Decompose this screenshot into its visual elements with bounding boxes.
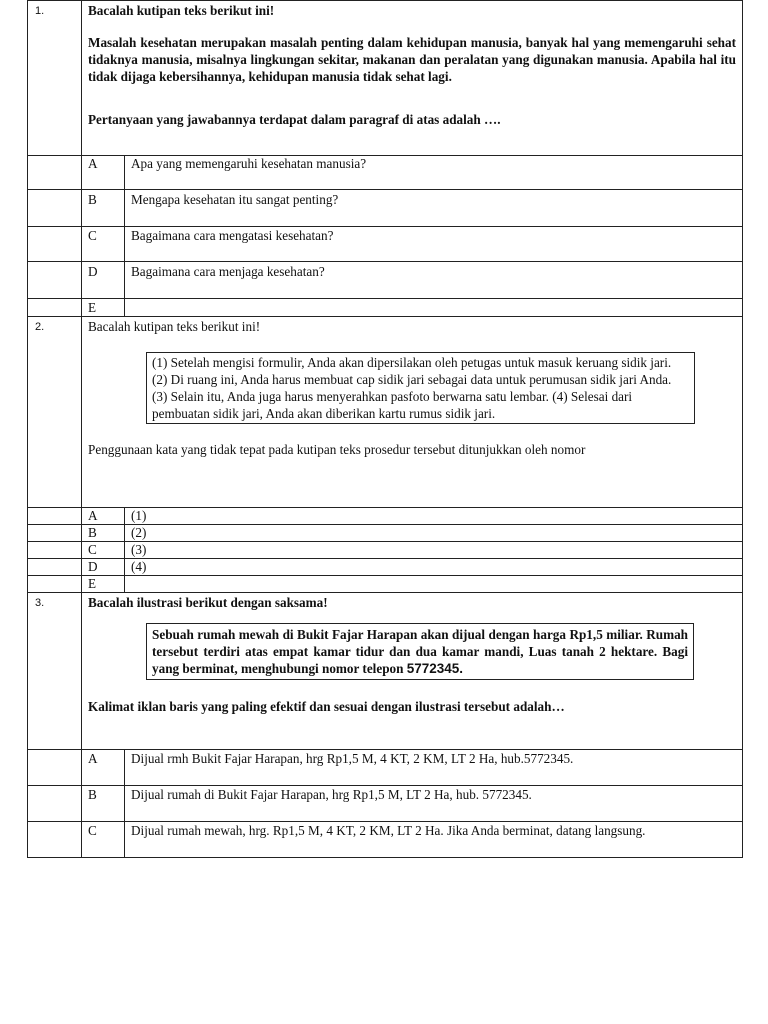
option-letter: B [82, 786, 125, 822]
option-text: Mengapa kesehatan itu sangat penting? [125, 190, 743, 227]
option-letter: A [82, 750, 125, 786]
option-row[interactable] [28, 822, 743, 858]
option-row[interactable] [28, 262, 743, 299]
excerpt-text: Sebuah rumah mewah di Bukit Fajar Harapan akan dijual dengan harga Rp1,5 miliar. Rumah tersebut terdiri atas empat kamar tidur dan dua kamar mandi, Luas tanah 2 hektare. Bagi yang berminat, menghubungi nomor telepon [152, 627, 688, 676]
option-text [125, 576, 743, 593]
option-row[interactable] [28, 786, 743, 822]
question-table [27, 0, 743, 858]
option-text: Dijual rmh Bukit Fajar Harapan, hrg Rp1,5 M, 4 KT, 2 KM, LT 2 Ha, hub.5772345. [125, 750, 743, 786]
question-number: 1. [28, 1, 82, 156]
option-letter: B [82, 190, 125, 227]
question-1-body [82, 1, 743, 156]
option-row[interactable] [28, 156, 743, 190]
option-text: Bagaimana cara menjaga kesehatan? [125, 262, 743, 299]
option-row[interactable] [28, 227, 743, 262]
question-instruction: Bacalah kutipan teks berikut ini! [88, 319, 261, 334]
option-letter: D [82, 559, 125, 576]
question-3-row [28, 593, 743, 750]
option-row[interactable] [28, 190, 743, 227]
question-1-row [28, 1, 743, 156]
question-paragraph: Masalah kesehatan merupakan masalah penting dalam kehidupan manusia, banyak hal yang memengaruhi sehat tidaknya manusia, misalnya lingkungan sekitar, makanan dan peralatan yang digunakan manusia. Apabila hal itu tidak dijaga kebersihannya, kehidupan manusia tidak sehat lagi. [88, 35, 737, 84]
question-prompt: Penggunaan kata yang tidak tepat pada kutipan teks prosedur tersebut ditunjukkan oleh nomor [88, 442, 586, 457]
option-text: Bagaimana cara mengatasi kesehatan? [125, 227, 743, 262]
option-letter: B [82, 525, 125, 542]
option-letter: E [82, 576, 125, 593]
option-letter: D [82, 262, 125, 299]
question-2-row [28, 317, 743, 508]
option-text: Apa yang memengaruhi kesehatan manusia? [125, 156, 743, 190]
option-text: Dijual rumah di Bukit Fajar Harapan, hrg Rp1,5 M, LT 2 Ha, hub. 5772345. [125, 786, 743, 822]
question-2-body [82, 317, 743, 508]
option-letter: C [82, 822, 125, 858]
excerpt-box: (1) Setelah mengisi formulir, Anda akan dipersilakan oleh petugas untuk masuk keruang sidik jari. (2) Di ruang ini, Anda harus membuat cap sidik jari sebagai data untuk perumusan sidik jari Anda. (3) Selain itu, Anda juga harus menyerahkan pasfoto berwarna satu lembar. (4) Selesai dari pembuatan sidik jari, Anda akan diberikan kartu rumus sidik jari. [146, 352, 695, 424]
option-row[interactable] [28, 508, 743, 525]
option-row[interactable] [28, 750, 743, 786]
question-prompt: Kalimat iklan baris yang paling efektif dan sesuai dengan ilustrasi tersebut adalah… [88, 699, 565, 714]
question-number: 3. [28, 593, 82, 750]
option-row[interactable] [28, 525, 743, 542]
option-row[interactable] [28, 559, 743, 576]
option-text: (4) [125, 559, 743, 576]
option-text [125, 299, 743, 317]
excerpt-phone: 5772345. [406, 661, 464, 676]
option-letter: E [82, 299, 125, 317]
option-row[interactable] [28, 542, 743, 559]
option-text: (2) [125, 525, 743, 542]
question-instruction: Bacalah kutipan teks berikut ini! [88, 3, 275, 18]
option-letter: A [82, 508, 125, 525]
option-row[interactable] [28, 576, 743, 593]
option-row[interactable] [28, 299, 743, 317]
excerpt-box [146, 623, 694, 680]
option-letter: C [82, 542, 125, 559]
option-letter: A [82, 156, 125, 190]
question-number: 2. [28, 317, 82, 508]
question-prompt: Pertanyaan yang jawabannya terdapat dalam paragraf di atas adalah …. [88, 112, 501, 127]
question-instruction: Bacalah ilustrasi berikut dengan saksama! [88, 595, 328, 610]
option-letter: C [82, 227, 125, 262]
question-3-body [82, 593, 743, 750]
option-text: (3) [125, 542, 743, 559]
option-text: Dijual rumah mewah, hrg. Rp1,5 M, 4 KT, 2 KM, LT 2 Ha. Jika Anda berminat, datang langsung. [125, 822, 743, 858]
option-text: (1) [125, 508, 743, 525]
